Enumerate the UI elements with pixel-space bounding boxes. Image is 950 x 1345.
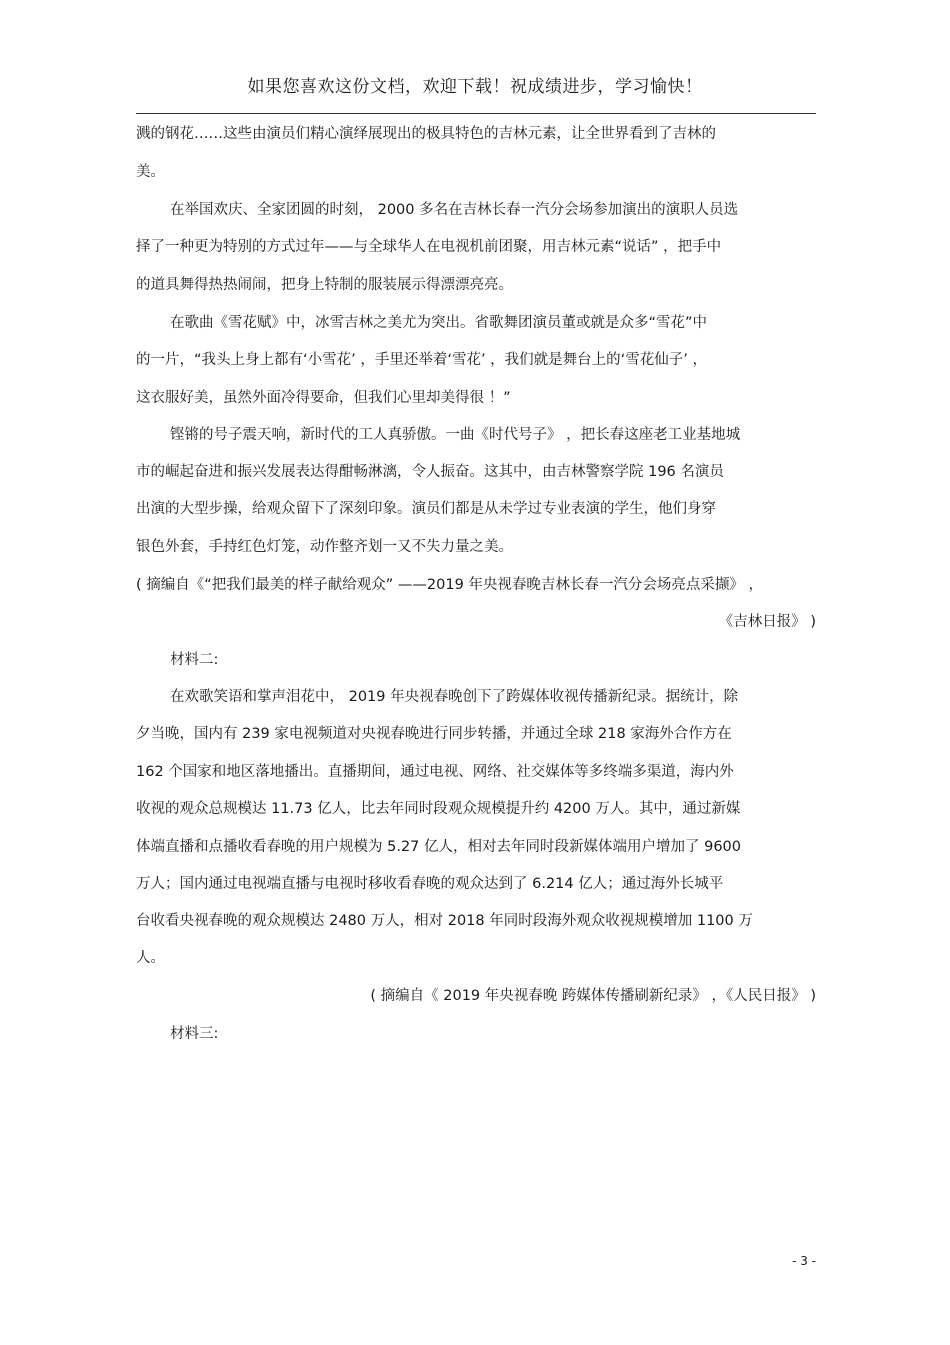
text-line: 溅的钢花……这些由演员们精心演绎展现出的极具特色的吉林元素，让全世界看到了吉林的: [136, 126, 716, 142]
text-line: 择了一种更为特别的方式过年——与全球华人在电视机前团聚，用吉林元素“说话” ，把手中: [136, 239, 722, 255]
text-line: 的一片，“我头上身上都有‘小雪花’ ，手里还举着‘雪花’ ，我们就是舞台上的‘雪花仙子’ ，: [136, 352, 707, 368]
text-line: 出演的大型步操，给观众留下了深刻印象。演员们都是从未学过专业表演的学生，他们身穿: [136, 501, 716, 517]
text-line: 人。: [136, 950, 165, 966]
source-citation: 《吉林日报》 ): [718, 614, 816, 630]
text-line: 在欢歌笑语和掌声泪花中， 2019 年央视春晚创下了跨媒体收视传播新纪录。据统计，除: [170, 689, 739, 705]
page-header: 如果您喜欢这份文档，欢迎下载！祝成绩进步，学习愉快！: [247, 77, 703, 97]
text-line: 银色外套，手持红色灯笼，动作整齐划一又不失力量之美。: [136, 539, 513, 555]
text-line: 体端直播和点播收看春晚的用户规模为 5.27 亿人，相对去年同时段新媒体端用户增加了 9600: [136, 839, 742, 855]
section-label: 材料二:: [170, 652, 219, 668]
text-line: 万人；国内通过电视端直播与电视时移收看春晚的观众达到了 6.214 亿人；通过海外长城平: [136, 876, 724, 892]
text-line: 在歌曲《雪花赋》中，冰雪吉林之美尤为突出。省歌舞团演员董或就是众多“雪花”中: [170, 315, 708, 331]
source-citation: ( 摘编自《 2019 年央视春晚 跨媒体传播刷新纪录》 ，《人民日报》 ): [370, 988, 816, 1004]
text-line: 收视的观众总规模达 11.73 亿人，比去年同时段观众规模提升约 4200 万人。其中，通过新媒: [136, 801, 741, 817]
text-line: 的道具舞得热热闹闹，把身上特制的服装展示得漂漂亮亮。: [136, 277, 513, 293]
page-number: - 3 -: [792, 1254, 816, 1268]
section-label: 材料三:: [170, 1026, 219, 1042]
text-line: 这衣服好美，虽然外面冷得要命，但我们心里却美得很 ！”: [136, 390, 511, 406]
text-line: 台收看央视春晚的观众规模达 2480 万人，相对 2018 年同时段海外观众收视规模增加 1100 万: [136, 913, 753, 929]
text-line: 铿锵的号子震天响，新时代的工人真骄傲。一曲《时代号子》 ，把长春这座老工业基地城: [170, 427, 741, 443]
text-line: 美。: [136, 164, 165, 180]
source-citation: ( 摘编自《“把我们最美的样子献给观众” ——2019 年央视春晚吉林长春一汽分会场亮点采撷》 ，: [136, 577, 764, 593]
header-divider: [136, 113, 816, 114]
text-line: 162 个国家和地区落地播出。直播期间，通过电视、网络、社交媒体等多终端多渠道，海内外: [136, 764, 734, 780]
text-line: 市的崛起奋进和振兴发展表达得酣畅淋漓，令人振奋。这其中，由吉林警察学院 196 名演员: [136, 464, 724, 480]
text-line: 夕当晚，国内有 239 家电视频道对央视春晚进行同步转播，并通过全球 218 家海外合作方在: [136, 726, 732, 742]
text-line: 在举国欢庆、全家团圆的时刻， 2000 多名在吉林长春一汽分会场参加演出的演职人员选: [170, 202, 739, 218]
